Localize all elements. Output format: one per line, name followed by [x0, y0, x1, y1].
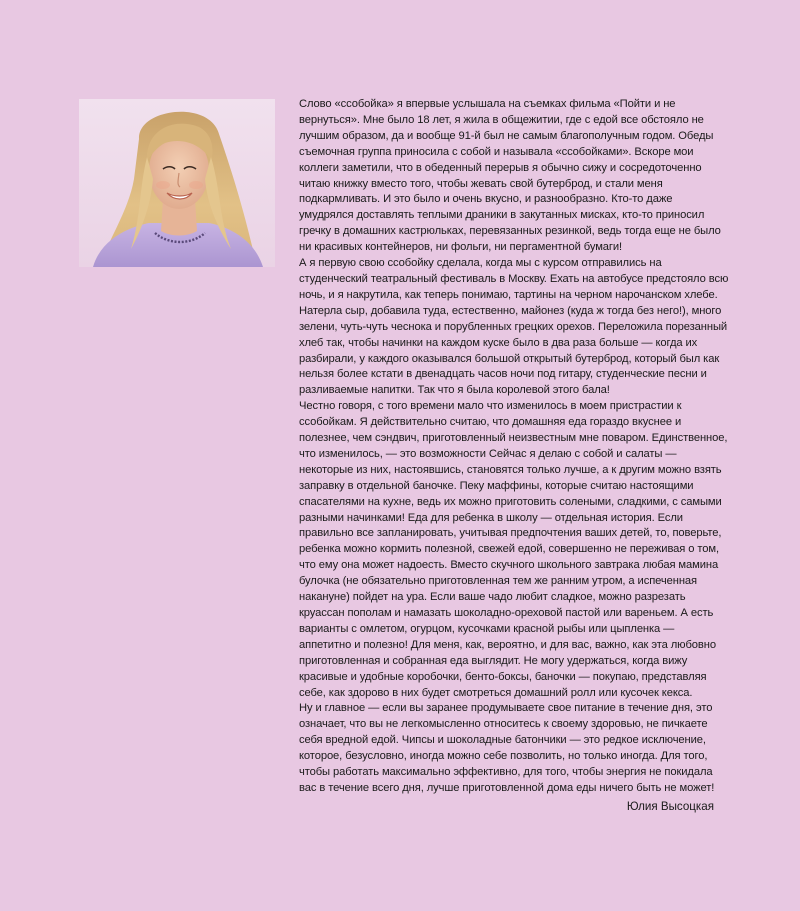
- article-paragraph-2: А я первую свою ссобойку сделала, когда мы с курсом отправились на студенческий театральный фестиваль в Москву. Ехать на автобусе предстояло всю ночь, и я накрутила, как теперь понимаю, тартины на черном нарочанском хлебе. Натерла сыр, добавила туда, естественно, майонез (куда ж тогда без него!), много зелени, чуть-чуть чеснока и порубленных грецких орехов. Переложила порезанный хлеб так, чтобы начинки на каждом куске было в два раза больше — когда их разбирали, у каждого оказывался большой открытый бутерброд, который был как нельзя более кстати в двенадцать часов ночи под гитару, студенческие песни и разливаемые напитки. Так что я была королевой этого бала!: [299, 257, 729, 397]
- article-paragraph-1: Слово «ссобойка» я впервые услышала на съемках фильма «Пойти и не вернуться». Мне было 18 лет, я жила в общежитии, где с едой все обстояло не лучшим образом, да и вообще 91-й был не самым благополучным годом. Обеды съемочная группа приносила с собой и называла «ссобойками». Вскоре мои коллеги заметили, что в обеденный перерыв я обычно сижу и сосредоточенно читаю книжку вместо того, чтобы жевать свой бутерброд, и стали меня подкармливать. И это было и очень вкусно, и разнообразно. Кто-то даже умудрялся доставлять теплыми драники в закутанных мисках, кто-то приносил гречку в домашних кастрюльках, перевязанных резинкой, ведь тогда еще не было ни красивых контейнеров, ни фольги, ни пергаментной бумаги!: [299, 98, 721, 254]
- article-body: [299, 97, 729, 797]
- article-paragraph-4: Ну и главное — если вы заранее продумываете свое питание в течение дня, это означает, что вы не легкомысленно относитесь к своему здоровью, не пичкаете себя вредной едой. Чипсы и шоколадные батончики — это редкое исключение, которое, безусловно, иногда можно себе позволить, но только иногда. Для того, чтобы работать максимально эффективно, для того, чтобы энергия не покидала вас в течение всего дня, лучше приготовленной дома еды ничего быть не может!: [299, 702, 715, 794]
- author-portrait-photo: [79, 99, 275, 267]
- article-paragraph-3: Честно говоря, с того времени мало что изменилось в моем пристрастии к ссобойкам. Я действительно считаю, что домашняя еда гораздо вкуснее и полезнее, чем сэндвич, приготовленный неизвестным мне поваром. Единственное, что изменилось, — это возможности Сейчас я делаю с собой и салаты — некоторые из них, настоявшись, становятся только лучше, а к другим можно взять заправку в отдельной баночке. Пеку маффины, которые считаю настоящими спасателями на кухне, ведь их можно приготовить солеными, сладкими, с самыми разными начинками! Еда для ребенка в школу — отдельная история. Если правильно все запланировать, учитывая предпочтения ваших детей, то, поверьте, ребенка можно кормить полезной, свежей едой, совершенно не переживая о том, что ему она может надоесть. Вместо скучного школьного завтрака любая мамина булочка (не обязательно приготовленная тем же ранним утром, а испеченная накануне) пойдет на ура. Если ваше чадо любит сладкое, можно разрезать круассан пополам и намазать шоколадно-ореховой пастой или вареньем. А есть варианты с омлетом, огурцом, кусочками красной рыбы или цыпленка — аппетитно и полезно! Для меня, как, вероятно, и для вас, важно, как эта любовно приготовленная и собранная еда выглядит. Не могу удержаться, когда вижу красивые и удобные коробочки, бенто-боксы, баночки — покупаю, представляя себе, как здорово в них будет смотреться домашний ролл или кусочек кекса.: [299, 400, 728, 699]
- author-signature: Юлия Высоцкая: [626, 800, 714, 813]
